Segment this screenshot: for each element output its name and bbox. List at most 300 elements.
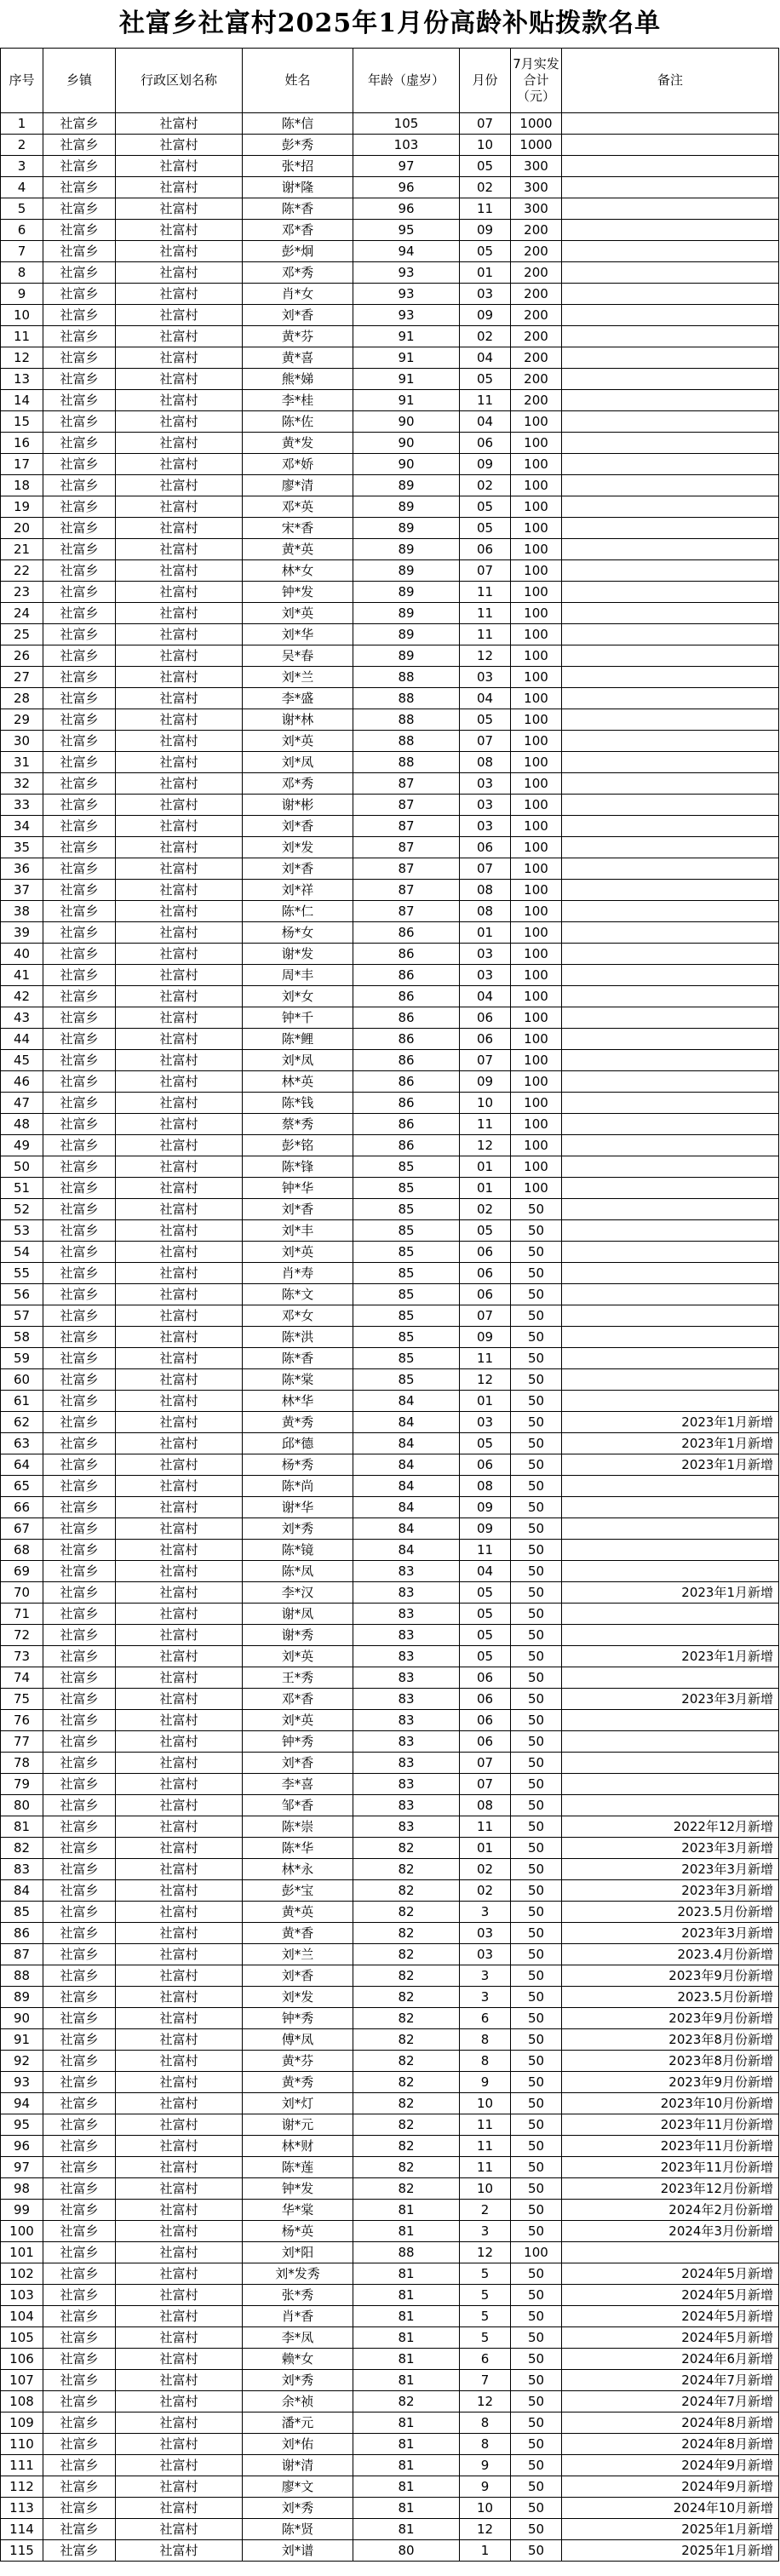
month-cell: 07: [460, 1050, 511, 1071]
note-cell: [562, 411, 779, 433]
month-cell: 05: [460, 518, 511, 539]
village-cell: 社富村: [116, 2178, 243, 2200]
total-cell: 50: [511, 2136, 562, 2157]
total-cell: 100: [511, 1007, 562, 1029]
table-row: [1, 1859, 779, 1880]
table-row: [1, 1007, 779, 1029]
note-cell: 2023年1月新增: [562, 1433, 779, 1454]
seq-cell: 54: [1, 1242, 43, 1263]
name-cell: 熊*娣: [243, 369, 353, 390]
month-cell: 06: [460, 1007, 511, 1029]
village-cell: 社富村: [116, 475, 243, 496]
name-cell: 刘*香: [243, 1965, 353, 1987]
month-cell: 11: [460, 2136, 511, 2157]
seq-cell: 61: [1, 1391, 43, 1412]
total-cell: 50: [511, 2221, 562, 2242]
seq-cell: 112: [1, 2476, 43, 2498]
seq-cell: 98: [1, 2178, 43, 2200]
village-cell: 社富村: [116, 1859, 243, 1880]
month-cell: 2: [460, 2200, 511, 2221]
age-cell: 87: [353, 795, 460, 816]
seq-cell: 60: [1, 1369, 43, 1391]
table-row: [1, 1348, 779, 1369]
name-cell: 黄*发: [243, 433, 353, 454]
village-cell: 社富村: [116, 1263, 243, 1284]
table-row: [1, 1625, 779, 1646]
seq-cell: 42: [1, 986, 43, 1007]
total-cell: 50: [511, 1369, 562, 1391]
name-cell: 陈*莲: [243, 2157, 353, 2178]
note-cell: [562, 284, 779, 305]
month-cell: 06: [460, 433, 511, 454]
table-row: [1, 1433, 779, 1454]
seq-cell: 110: [1, 2434, 43, 2455]
village-cell: 社富村: [116, 496, 243, 518]
total-cell: 100: [511, 496, 562, 518]
age-cell: 82: [353, 1880, 460, 1902]
table-row: [1, 1476, 779, 1497]
name-cell: 刘*兰: [243, 1944, 353, 1965]
note-cell: [562, 837, 779, 858]
age-cell: 85: [353, 1178, 460, 1199]
total-cell: 50: [511, 1753, 562, 1774]
seq-cell: 5: [1, 198, 43, 220]
note-cell: 2023年3月新增: [562, 1923, 779, 1944]
name-cell: 彭*宝: [243, 1880, 353, 1902]
month-cell: 03: [460, 1944, 511, 1965]
name-cell: 黄*芬: [243, 326, 353, 347]
village-cell: 社富村: [116, 922, 243, 944]
village-cell: 社富村: [116, 369, 243, 390]
total-cell: 50: [511, 1242, 562, 1263]
town-cell: 社富乡: [43, 1582, 116, 1604]
town-cell: 社富乡: [43, 837, 116, 858]
month-cell: 12: [460, 2519, 511, 2540]
note-cell: [562, 1391, 779, 1412]
month-cell: 12: [460, 1135, 511, 1156]
month-cell: 03: [460, 1412, 511, 1433]
month-cell: 11: [460, 1816, 511, 1838]
age-cell: 86: [353, 944, 460, 965]
name-cell: 黄*英: [243, 1902, 353, 1923]
name-cell: 赖*女: [243, 2349, 353, 2370]
name-cell: 刘*英: [243, 603, 353, 624]
village-cell: 社富村: [116, 2263, 243, 2285]
village-cell: 社富村: [116, 731, 243, 752]
town-cell: 社富乡: [43, 603, 116, 624]
total-cell: 50: [511, 1731, 562, 1753]
table-row: [1, 1880, 779, 1902]
note-cell: [562, 347, 779, 369]
town-cell: 社富乡: [43, 1327, 116, 1348]
age-cell: 85: [353, 1242, 460, 1263]
table-row: [1, 1710, 779, 1731]
table-row: [1, 922, 779, 944]
table-row: [1, 731, 779, 752]
town-cell: 社富乡: [43, 2051, 116, 2072]
age-cell: 82: [353, 2136, 460, 2157]
month-cell: 8: [460, 2412, 511, 2434]
note-cell: [562, 156, 779, 177]
note-cell: 2023年10月份新增: [562, 2093, 779, 2114]
seq-cell: 73: [1, 1646, 43, 1667]
month-cell: 03: [460, 944, 511, 965]
month-cell: 10: [460, 1093, 511, 1114]
age-cell: 85: [353, 1263, 460, 1284]
month-cell: 07: [460, 858, 511, 880]
age-cell: 89: [353, 603, 460, 624]
village-cell: 社富村: [116, 262, 243, 284]
town-cell: 社富乡: [43, 156, 116, 177]
total-cell: 50: [511, 2072, 562, 2093]
village-cell: 社富村: [116, 688, 243, 709]
seq-cell: 39: [1, 922, 43, 944]
note-cell: 2025年1月新增: [562, 2519, 779, 2540]
town-cell: 社富乡: [43, 2200, 116, 2221]
table-row: [1, 709, 779, 731]
table-row: [1, 2178, 779, 2200]
age-cell: 97: [353, 156, 460, 177]
month-cell: 8: [460, 2051, 511, 2072]
town-cell: 社富乡: [43, 113, 116, 135]
village-cell: 社富村: [116, 1880, 243, 1902]
age-cell: 82: [353, 2093, 460, 2114]
note-cell: [562, 1029, 779, 1050]
village-cell: 社富村: [116, 1391, 243, 1412]
town-cell: 社富乡: [43, 2178, 116, 2200]
month-cell: 6: [460, 2349, 511, 2370]
total-cell: 50: [511, 2178, 562, 2200]
name-cell: 陈*仁: [243, 901, 353, 922]
age-cell: 84: [353, 1412, 460, 1433]
age-cell: 81: [353, 2455, 460, 2476]
total-cell: 50: [511, 1710, 562, 1731]
table-row: [1, 2285, 779, 2306]
table-row: [1, 284, 779, 305]
table-row: [1, 1667, 779, 1689]
village-cell: 社富村: [116, 2051, 243, 2072]
month-cell: 06: [460, 1710, 511, 1731]
total-cell: 50: [511, 1987, 562, 2008]
age-cell: 90: [353, 433, 460, 454]
town-cell: 社富乡: [43, 1816, 116, 1838]
table-body: [1, 113, 779, 2562]
total-cell: 100: [511, 560, 562, 582]
table-row: [1, 837, 779, 858]
month-cell: 06: [460, 1284, 511, 1305]
total-cell: 50: [511, 1774, 562, 1795]
age-cell: 88: [353, 667, 460, 688]
header-seq: 序号: [1, 49, 43, 113]
note-cell: [562, 1518, 779, 1540]
table-row: [1, 2519, 779, 2540]
village-cell: 社富村: [116, 220, 243, 241]
age-cell: 87: [353, 816, 460, 837]
table-row: [1, 433, 779, 454]
month-cell: 06: [460, 1454, 511, 1476]
village-cell: 社富村: [116, 2093, 243, 2114]
name-cell: 刘*女: [243, 986, 353, 1007]
name-cell: 陈*文: [243, 1284, 353, 1305]
name-cell: 谢*隆: [243, 177, 353, 198]
table-row: [1, 2136, 779, 2157]
age-cell: 88: [353, 752, 460, 773]
name-cell: 陈*棠: [243, 1369, 353, 1391]
village-cell: 社富村: [116, 113, 243, 135]
town-cell: 社富乡: [43, 1518, 116, 1540]
name-cell: 陈*佐: [243, 411, 353, 433]
village-cell: 社富村: [116, 2072, 243, 2093]
seq-cell: 97: [1, 2157, 43, 2178]
month-cell: 02: [460, 1880, 511, 1902]
village-cell: 社富村: [116, 986, 243, 1007]
age-cell: 83: [353, 1625, 460, 1646]
table-row: [1, 1412, 779, 1433]
town-cell: 社富乡: [43, 1795, 116, 1816]
name-cell: 刘*香: [243, 1753, 353, 1774]
town-cell: 社富乡: [43, 1753, 116, 1774]
total-cell: 100: [511, 688, 562, 709]
seq-cell: 14: [1, 390, 43, 411]
note-cell: 2023.4月份新增: [562, 1944, 779, 1965]
table-row: [1, 1497, 779, 1518]
name-cell: 宋*香: [243, 518, 353, 539]
table-row: [1, 1284, 779, 1305]
village-cell: 社富村: [116, 582, 243, 603]
town-cell: 社富乡: [43, 2029, 116, 2051]
name-cell: 陈*钱: [243, 1093, 353, 1114]
month-cell: 3: [460, 1987, 511, 2008]
note-cell: [562, 752, 779, 773]
total-cell: 300: [511, 198, 562, 220]
note-cell: [562, 475, 779, 496]
age-cell: 83: [353, 1816, 460, 1838]
age-cell: 84: [353, 1391, 460, 1412]
note-cell: [562, 582, 779, 603]
age-cell: 81: [353, 2263, 460, 2285]
month-cell: 06: [460, 1731, 511, 1753]
town-cell: 社富乡: [43, 2391, 116, 2412]
seq-cell: 99: [1, 2200, 43, 2221]
town-cell: 社富乡: [43, 1731, 116, 1753]
note-cell: [562, 369, 779, 390]
seq-cell: 103: [1, 2285, 43, 2306]
name-cell: 黄*喜: [243, 347, 353, 369]
age-cell: 88: [353, 731, 460, 752]
month-cell: 03: [460, 965, 511, 986]
name-cell: 钟*发: [243, 2178, 353, 2200]
village-cell: 社富村: [116, 1007, 243, 1029]
name-cell: 李*桂: [243, 390, 353, 411]
seq-cell: 28: [1, 688, 43, 709]
town-cell: 社富乡: [43, 2434, 116, 2455]
note-cell: [562, 433, 779, 454]
town-cell: 社富乡: [43, 1029, 116, 1050]
month-cell: 05: [460, 1625, 511, 1646]
month-cell: 02: [460, 475, 511, 496]
month-cell: 01: [460, 1391, 511, 1412]
month-cell: 05: [460, 496, 511, 518]
village-cell: 社富村: [116, 1178, 243, 1199]
town-cell: 社富乡: [43, 539, 116, 560]
total-cell: 50: [511, 1923, 562, 1944]
village-cell: 社富村: [116, 2306, 243, 2327]
town-cell: 社富乡: [43, 454, 116, 475]
note-cell: [562, 1050, 779, 1071]
seq-cell: 45: [1, 1050, 43, 1071]
table-row: [1, 2476, 779, 2498]
table-row: [1, 1838, 779, 1859]
seq-cell: 114: [1, 2519, 43, 2540]
village-cell: 社富村: [116, 454, 243, 475]
month-cell: 08: [460, 1476, 511, 1497]
month-cell: 01: [460, 262, 511, 284]
seq-cell: 83: [1, 1859, 43, 1880]
note-cell: 2024年2月份新增: [562, 2200, 779, 2221]
seq-cell: 88: [1, 1965, 43, 1987]
town-cell: 社富乡: [43, 1923, 116, 1944]
header-row: [1, 49, 779, 113]
note-cell: [562, 1731, 779, 1753]
month-cell: 07: [460, 560, 511, 582]
month-cell: 12: [460, 2391, 511, 2412]
month-cell: 02: [460, 326, 511, 347]
total-cell: 200: [511, 347, 562, 369]
village-cell: 社富村: [116, 1242, 243, 1263]
town-cell: 社富乡: [43, 986, 116, 1007]
total-cell: 50: [511, 1220, 562, 1242]
town-cell: 社富乡: [43, 2242, 116, 2263]
table-row: [1, 326, 779, 347]
seq-cell: 105: [1, 2327, 43, 2349]
table-row: [1, 1902, 779, 1923]
month-cell: 06: [460, 1689, 511, 1710]
total-cell: 50: [511, 1838, 562, 1859]
table-row: [1, 2455, 779, 2476]
village-cell: 社富村: [116, 1816, 243, 1838]
age-cell: 83: [353, 1667, 460, 1689]
age-cell: 87: [353, 880, 460, 901]
seq-cell: 10: [1, 305, 43, 326]
seq-cell: 13: [1, 369, 43, 390]
name-cell: 黄*香: [243, 1923, 353, 1944]
seq-cell: 86: [1, 1923, 43, 1944]
note-cell: 2023年1月新增: [562, 1646, 779, 1667]
total-cell: 50: [511, 2051, 562, 2072]
table-row: [1, 1305, 779, 1327]
month-cell: 07: [460, 1774, 511, 1795]
town-cell: 社富乡: [43, 262, 116, 284]
village-cell: 社富村: [116, 1135, 243, 1156]
village-cell: 社富村: [116, 390, 243, 411]
table-row: [1, 816, 779, 837]
month-cell: 09: [460, 305, 511, 326]
village-cell: 社富村: [116, 1902, 243, 1923]
town-cell: 社富乡: [43, 1242, 116, 1263]
table-row: [1, 624, 779, 645]
name-cell: 张*招: [243, 156, 353, 177]
table-row: [1, 1029, 779, 1050]
total-cell: 50: [511, 1476, 562, 1497]
total-cell: 100: [511, 667, 562, 688]
month-cell: 05: [460, 1433, 511, 1454]
note-cell: 2024年5月新增: [562, 2263, 779, 2285]
note-cell: 2024年9月新增: [562, 2455, 779, 2476]
town-cell: 社富乡: [43, 1987, 116, 2008]
month-cell: 11: [460, 2157, 511, 2178]
town-cell: 社富乡: [43, 1284, 116, 1305]
total-cell: 50: [511, 2476, 562, 2498]
age-cell: 89: [353, 518, 460, 539]
table-row: [1, 1050, 779, 1071]
note-cell: [562, 880, 779, 901]
town-cell: 社富乡: [43, 1604, 116, 1625]
seq-cell: 63: [1, 1433, 43, 1454]
age-cell: 84: [353, 1497, 460, 1518]
table-row: [1, 2051, 779, 2072]
village-cell: 社富村: [116, 1518, 243, 1540]
name-cell: 傅*凤: [243, 2029, 353, 2051]
note-cell: 2023年1月新增: [562, 1582, 779, 1604]
name-cell: 谢*彬: [243, 795, 353, 816]
age-cell: 89: [353, 624, 460, 645]
month-cell: 01: [460, 1838, 511, 1859]
village-cell: 社富村: [116, 2327, 243, 2349]
total-cell: 50: [511, 2157, 562, 2178]
table-row: [1, 2200, 779, 2221]
month-cell: 09: [460, 1071, 511, 1093]
town-cell: 社富乡: [43, 2136, 116, 2157]
age-cell: 90: [353, 411, 460, 433]
note-cell: 2024年5月新增: [562, 2285, 779, 2306]
note-cell: 2024年7月新增: [562, 2370, 779, 2391]
age-cell: 81: [353, 2221, 460, 2242]
note-cell: [562, 1774, 779, 1795]
age-cell: 91: [353, 390, 460, 411]
total-cell: 100: [511, 816, 562, 837]
name-cell: 刘*发: [243, 837, 353, 858]
name-cell: 张*秀: [243, 2285, 353, 2306]
age-cell: 85: [353, 1327, 460, 1348]
village-cell: 社富村: [116, 1582, 243, 1604]
seq-cell: 21: [1, 539, 43, 560]
town-cell: 社富乡: [43, 1497, 116, 1518]
age-cell: 89: [353, 496, 460, 518]
age-cell: 86: [353, 1029, 460, 1050]
age-cell: 81: [353, 2476, 460, 2498]
town-cell: 社富乡: [43, 922, 116, 944]
name-cell: 黄*芬: [243, 2051, 353, 2072]
age-cell: 93: [353, 284, 460, 305]
table-row: [1, 135, 779, 156]
village-cell: 社富村: [116, 1774, 243, 1795]
town-cell: 社富乡: [43, 1689, 116, 1710]
name-cell: 谢*秀: [243, 1625, 353, 1646]
seq-cell: 32: [1, 773, 43, 795]
total-cell: 100: [511, 1178, 562, 1199]
name-cell: 黄*秀: [243, 2072, 353, 2093]
town-cell: 社富乡: [43, 1859, 116, 1880]
seq-cell: 36: [1, 858, 43, 880]
seq-cell: 20: [1, 518, 43, 539]
note-cell: [562, 390, 779, 411]
name-cell: 肖*香: [243, 2306, 353, 2327]
town-cell: 社富乡: [43, 2498, 116, 2519]
village-cell: 社富村: [116, 2540, 243, 2562]
village-cell: 社富村: [116, 2285, 243, 2306]
table-row: [1, 2540, 779, 2562]
village-cell: 社富村: [116, 1604, 243, 1625]
